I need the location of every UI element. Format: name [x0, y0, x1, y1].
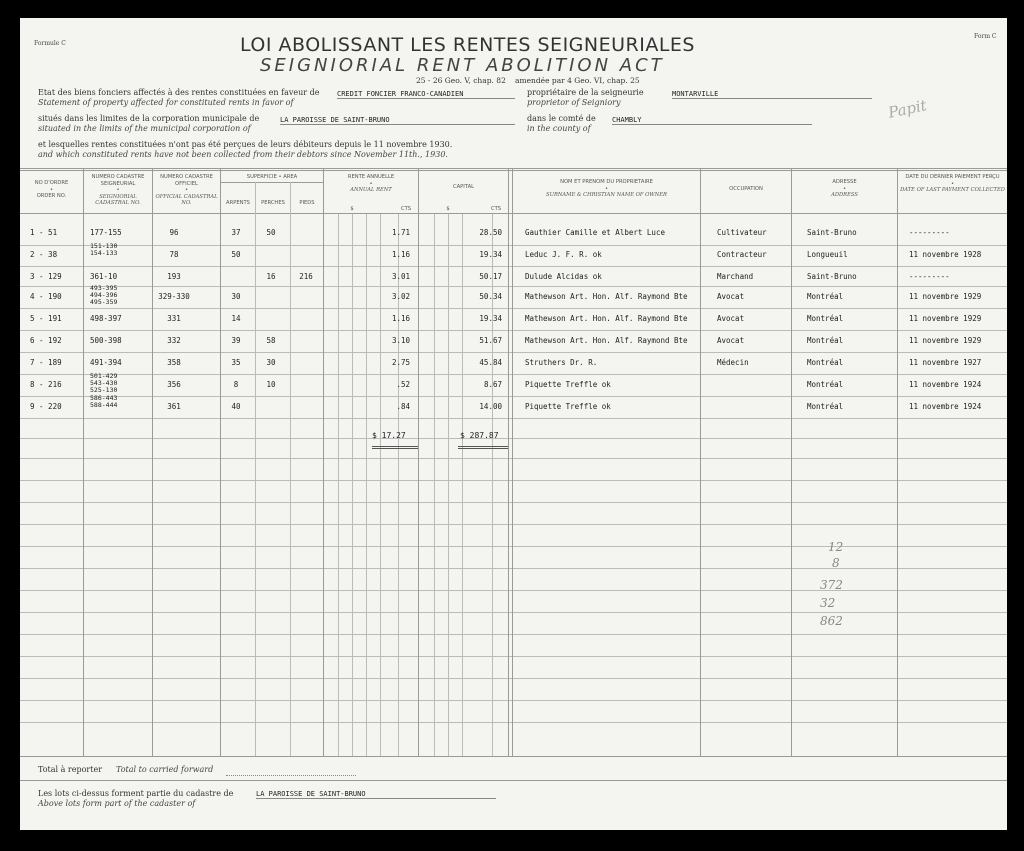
cell-order: 2 - 38 — [30, 250, 58, 259]
cell-per: 58 — [266, 336, 276, 345]
cell-rent: 1.71 — [391, 228, 410, 237]
cell-rent: .52 — [396, 380, 410, 389]
cell-owner: Mathewson Art. Hon. Alf. Raymond Bte — [525, 314, 688, 323]
cell-seig: 498-397 — [90, 314, 122, 323]
cell-arp: 37 — [231, 228, 241, 237]
cell-rent: 2.75 — [391, 358, 410, 367]
cell-capital: 8.67 — [483, 380, 502, 389]
cadaster-value: LA PAROISSE DE SAINT-BRUNO — [256, 790, 496, 799]
cell-capital: 28.50 — [479, 228, 502, 237]
municipality-label-en: situated in the limits of the municipal corporation of — [38, 124, 251, 133]
cell-seig: 491-394 — [90, 358, 122, 367]
municipality-value: LA PAROISSE DE SAINT-BRUNO — [280, 116, 515, 125]
cell-owner: Gauthier Camille et Albert Luce — [525, 228, 665, 237]
total-annual-rent: $ 17.27 — [372, 431, 406, 440]
carry-forward-label-en: Total to carried forward — [116, 765, 214, 774]
cell-occupation: Contracteur — [717, 250, 767, 259]
cell-off: 332 — [167, 336, 181, 345]
cell-address: Montréal — [807, 292, 844, 301]
cell-seig: 361-10 — [90, 272, 118, 281]
cell-address: Montréal — [807, 336, 844, 345]
seigneury-label-en: proprietor of Seigniory — [527, 98, 621, 107]
title-french: LOI ABOLISSANT LES RENTES SEIGNEURIALES — [240, 34, 695, 56]
cell-occupation: Cultivateur — [717, 228, 767, 237]
pencil-number: 372 — [820, 578, 843, 592]
cell-seig: 151-130 154-133 — [90, 242, 118, 257]
header-bottom-rule — [20, 213, 1007, 214]
cell-occupation: Avocat — [717, 336, 745, 345]
form-code-left: Formule C — [34, 40, 66, 47]
cell-per: 50 — [266, 228, 276, 237]
cell-off: 358 — [167, 358, 181, 367]
cell-off: 78 — [169, 250, 179, 259]
cell-lastpay: --------- — [909, 228, 950, 237]
cell-lastpay: 11 novembre 1929 — [909, 314, 982, 323]
cell-seig: 586-443 588-444 — [90, 394, 118, 409]
cell-owner: Dulude Alcidas ok — [525, 272, 602, 281]
cell-owner: Piquette Treffle ok — [525, 380, 611, 389]
seigneury-label-fr: propriétaire de la seigneurie — [527, 88, 644, 97]
cell-lastpay: --------- — [909, 272, 950, 281]
header-perches: PERCHES — [261, 200, 285, 206]
form-code-right: Form C — [974, 33, 997, 40]
cadaster-label-en: Above lots form part of the cadaster of — [38, 799, 196, 808]
cell-rent: 1.16 — [391, 250, 410, 259]
cell-seig: 500-398 — [90, 336, 122, 345]
corner-pencil-note: Papit — [886, 96, 929, 122]
header-occupation: OCCUPATION — [729, 186, 763, 192]
cell-arp: 30 — [231, 292, 241, 301]
table-bottom-rule — [20, 756, 1007, 757]
cell-order: 6 - 192 — [30, 336, 62, 345]
header-capital: CAPITAL — [452, 184, 475, 190]
cell-order: 4 - 190 — [30, 292, 62, 301]
carry-forward-label-fr: Total à reporter — [38, 765, 103, 774]
cell-address: Montréal — [807, 314, 844, 323]
cell-order: 7 - 189 — [30, 358, 62, 367]
cell-lastpay: 11 novembre 1924 — [909, 402, 982, 411]
cell-lastpay: 11 novembre 1928 — [909, 250, 982, 259]
rents-clause-en: and which constituted rents have not been collected from their debtors since November 11th., 1930. — [38, 150, 448, 159]
cell-lastpay: 11 novembre 1929 — [909, 292, 982, 301]
cell-rent: 1.16 — [391, 314, 410, 323]
header-seigniorial-cadastral: NUMERO CADASTRE SEIGNEURIAL • SEIGNIORIAL CADASTRAL NO. — [91, 174, 145, 206]
cell-address: Montréal — [807, 358, 844, 367]
cell-occupation: Marchand — [717, 272, 754, 281]
cell-seig: 177-155 — [90, 228, 122, 237]
pencil-number: 12 — [828, 540, 844, 554]
cell-order: 1 - 51 — [30, 228, 58, 237]
cell-off: 361 — [167, 402, 181, 411]
cell-lastpay: 11 novembre 1924 — [909, 380, 982, 389]
cell-address: Saint-Bruno — [807, 228, 857, 237]
cell-occupation: Médecin — [717, 358, 749, 367]
statute-reference: 25 - 26 Geo. V, chap. 82 — [416, 76, 506, 85]
cell-off: 356 — [167, 380, 181, 389]
header-arpents: ARPENTS — [226, 200, 250, 206]
pencil-number: 862 — [820, 614, 843, 628]
title-english: SEIGNIORIAL RENT ABOLITION ACT — [260, 55, 665, 76]
cell-capital: 14.00 — [479, 402, 502, 411]
header-annual-rent: RENTE ANNUELLE • ANNUAL RENT — [347, 174, 395, 193]
cell-address: Montréal — [807, 402, 844, 411]
cell-rent: .84 — [396, 402, 410, 411]
cell-address: Montréal — [807, 380, 844, 389]
cell-capital: 50.34 — [479, 292, 502, 301]
cell-pie: 216 — [299, 272, 313, 281]
municipality-label-fr: situés dans les limites de la corporation municipale de — [38, 114, 260, 123]
pencil-number: 32 — [820, 596, 836, 610]
cell-arp: 40 — [231, 402, 241, 411]
county-value: CHAMBLY — [612, 116, 812, 125]
cell-address: Longueuil — [807, 250, 848, 259]
statute-amendment: amendée par 4 Geo. VI, chap. 25 — [515, 76, 640, 85]
cell-lastpay: 11 novembre 1927 — [909, 358, 982, 367]
cell-capital: 51.67 — [479, 336, 502, 345]
cell-rent: 3.01 — [391, 272, 410, 281]
cell-address: Saint-Bruno — [807, 272, 857, 281]
cell-owner: Piquette Treffle ok — [525, 402, 611, 411]
cell-occupation: Avocat — [717, 292, 745, 301]
cell-rent: 3.10 — [391, 336, 410, 345]
header-order-no: NO D'ORDRE • ORDER NO. — [34, 180, 69, 199]
header-last-payment: DATE DU DERNIER PAIEMENT PERÇU • DATE OF LAST PAYMENT COLLECTED — [900, 174, 1005, 193]
table-top-rule — [20, 168, 1007, 169]
header-address: ADRESSE • ADDRESS — [831, 179, 858, 198]
pencil-number: 8 — [832, 556, 840, 570]
cell-seig: 501-429 543-430 525-130 — [90, 372, 118, 394]
cell-capital: 50.17 — [479, 272, 502, 281]
cell-occupation: Avocat — [717, 314, 745, 323]
statement-label-fr: Etat des biens fonciers affectés à des rentes constituées en faveur de — [38, 88, 320, 97]
statement-value: CREDIT FONCIER FRANCO-CANADIEN — [337, 90, 515, 99]
cell-owner: Mathewson Art. Hon. Alf. Raymond Bte — [525, 336, 688, 345]
county-label-fr: dans le comté de — [527, 114, 596, 123]
cell-off: 193 — [167, 272, 181, 281]
cell-capital: 19.34 — [479, 250, 502, 259]
cell-arp: 50 — [231, 250, 241, 259]
total-capital: $ 287.87 — [460, 431, 499, 440]
cell-arp: 39 — [231, 336, 241, 345]
cell-owner: Struthers Dr. R. — [525, 358, 598, 367]
header-official-cadastral: NUMERO CADASTRE OFFICIEL • OFFICIAL CADASTRAL NO. — [155, 174, 218, 206]
cell-rent: 3.02 — [391, 292, 410, 301]
cell-off: 329-330 — [158, 292, 190, 301]
cell-lastpay: 11 novembre 1929 — [909, 336, 982, 345]
cell-arp: 8 — [233, 380, 239, 389]
cell-seig: 493-395 494-396 495-359 — [90, 284, 118, 306]
cell-per: 10 — [266, 380, 276, 389]
seigneury-value: MONTARVILLE — [672, 90, 872, 99]
form-sheet: Formule C Form C LOI ABOLISSANT LES RENTES SEIGNEURIALES SEIGNIORIAL RENT ABOLITION ACT 25 - 26 Geo. V, chap. 82 amendée par 4 Geo. VI, chap. 25 Etat des biens fonciers affectés à des rentes constituées en faveur de Statement of property affected for constituted rents in favor of CREDIT FONCIER FRANCO-CANADIEN propriétaire de la seigneurie proprietor of Seigniory MONTARVILLE situés dans les limites de la corporation municipale de situated in the limits of the municipal corporation of LA PAROISSE DE SAINT-BRUNO dans le comté de in the county of CHAMBLY et lesquelles rentes constituées n'ont pas été perçues de leurs débiteurs depuis le 11 novembre 1930. and which constituted rents have not been collected from their debtors since November 11th., 1930. Papit NO D'ORDRE • ORDER NO. NUMERO CADASTRE SEIGNEURIAL • SEIGNIORIAL CADASTRAL NO. NUMERO CADASTRE OFFICIEL • OFFICIAL CADASTRAL NO. SUPERFICIE • AREA ARPENTS PERCHES PIEDS RENTE ANNUELLE • ANNUAL RENT $ CTS CAPITAL $ CTS NOM ET PRENOM DU PROPRIETAIRE • SURNAME & CHRISTIAN NAME OF OWNER OCCUPATION ADRESSE • ADDRESS DATE DU DERNIER PAIEMENT PERÇU • DATE OF LAST PAYMENT COLLECTED 1 - 51 177-155 96 37 50 1.71 28.50 Gauthier Camille et Albert Luce Cultivateur Saint-Bruno --------- 2 - 38 151-130 154-133 78 50 1.16 19.34 Leduc J. F. R. ok Contracteur Longueuil 11 novembre 1928 3 - 129 361-10 193 16 216 3.01 50.17 Dulude Alcidas ok Marchand Saint-Bruno --------- 4 - 190 493-395 494-396 495-359 329-330 30 3.02 50.34 Mathewson Art. Hon. Alf. Raymond Bte Avocat Montréal 11 novembre 1929 5 - 191 498-397 331 14 1.16 19.34 Mathewson Art. Hon. Alf. Raymond Bte Avocat Montréal 11 novembre 1929 6 - 192 500-398 332 39 58 3.10 51.67 Mathewson Art. Hon. Alf. Raymond Bte Avocat Montréal 11 novembre 1929 7 - 189 491-394 358 35 30 2.75 45.84 Struthers Dr. R. Médecin Montréal 11 novembre 1927 8 - 216 501-429 543-430 525-130 356 8 10 .52 8.67 Piquette Treffle ok Montréal 11 novembre 1924 9 - 220 586-443 588-444 361 40 .84 14.00 Piquette Treffle ok Montréal 11 novembre 1924 $ 17.27 $ 287.87 12 8 372 32 862 Total à reporter Total to carried forward Les lots ci-dessus forment partie du cadastre de Above lots form part of the cadaster of LA PAROISSE DE SAINT-BRUNO — [20, 18, 1007, 830]
header-area: SUPERFICIE • AREA — [246, 174, 298, 180]
cell-capital: 19.34 — [479, 314, 502, 323]
cell-order: 8 - 216 — [30, 380, 62, 389]
cell-order: 5 - 191 — [30, 314, 62, 323]
cell-order: 3 - 129 — [30, 272, 62, 281]
cell-per: 16 — [266, 272, 276, 281]
cadaster-label-fr: Les lots ci-dessus forment partie du cadastre de — [38, 789, 234, 798]
cell-off: 331 — [167, 314, 181, 323]
statement-label-en: Statement of property affected for constituted rents in favor of — [38, 98, 294, 107]
cell-arp: 14 — [231, 314, 241, 323]
cell-owner: Leduc J. F. R. ok — [525, 250, 602, 259]
cell-per: 30 — [266, 358, 276, 367]
cell-capital: 45.84 — [479, 358, 502, 367]
cell-off: 96 — [169, 228, 179, 237]
header-owner: NOM ET PRENOM DU PROPRIETAIRE • SURNAME & CHRISTIAN NAME OF OWNER — [546, 179, 667, 198]
rents-clause-fr: et lesquelles rentes constituées n'ont pas été perçues de leurs débiteurs depuis le 11 novembre 1930. — [38, 140, 453, 149]
cell-arp: 35 — [231, 358, 241, 367]
header-pieds: PIEDS — [299, 200, 315, 206]
county-label-en: in the county of — [527, 124, 591, 133]
cell-owner: Mathewson Art. Hon. Alf. Raymond Bte — [525, 292, 688, 301]
cell-order: 9 - 220 — [30, 402, 62, 411]
